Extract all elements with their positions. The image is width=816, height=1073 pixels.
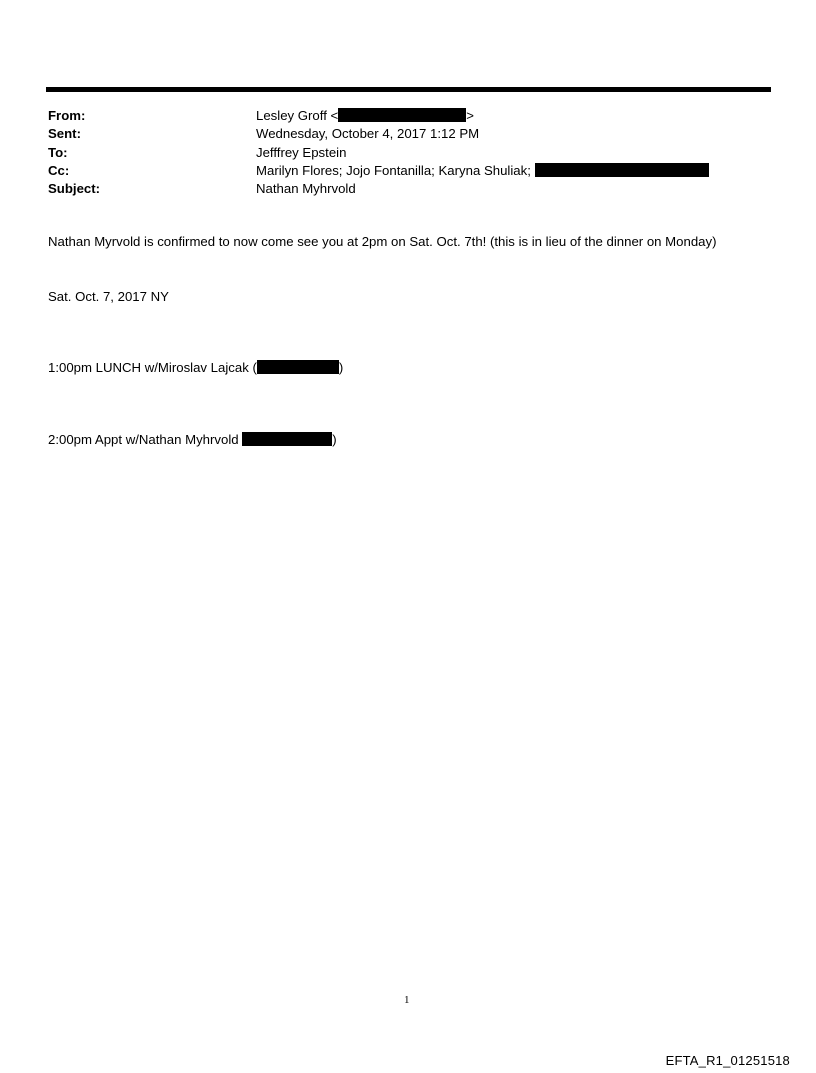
from-value xyxy=(256,107,474,125)
redaction-box xyxy=(338,108,466,122)
redaction-box xyxy=(242,432,332,446)
from-close: > xyxy=(466,108,474,123)
schedule-item-text: 2:00pm Appt w/Nathan Myhrvold xyxy=(48,432,239,447)
document-id: EFTA_R1_01251518 xyxy=(665,1053,790,1068)
schedule-item-close: ) xyxy=(338,360,344,375)
subject-row xyxy=(48,180,768,198)
schedule-item-text: 1:00pm LUNCH w/Miroslav Lajcak ( xyxy=(48,360,257,375)
from-row xyxy=(48,107,768,125)
sent-label: Sent: xyxy=(48,126,81,142)
from-name: Lesley Groff < xyxy=(256,108,339,123)
from-label: From: xyxy=(48,108,86,123)
header-rule xyxy=(46,87,771,92)
email-header xyxy=(48,107,768,198)
cc-row xyxy=(48,162,768,180)
cc-value xyxy=(256,162,709,180)
subject-label: Subject: xyxy=(48,181,101,197)
schedule-item-appt xyxy=(48,431,337,449)
schedule-item-lunch xyxy=(48,359,343,377)
to-label: To: xyxy=(48,144,68,160)
to-row xyxy=(48,144,768,162)
sent-row xyxy=(48,125,768,143)
date-line: Sat. Oct. 7, 2017 NY xyxy=(48,289,169,304)
schedule-item-close: ) xyxy=(332,432,337,447)
body-paragraph: Nathan Myrvold is confirmed to now come see you at 2pm on Sat. Oct. 7th! (this is in lieu of the dinner on Monday) xyxy=(48,234,717,249)
cc-names: Marilyn Flores; Jojo Fontanilla; Karyna Shuliak; xyxy=(256,162,531,178)
sent-value: Wednesday, October 4, 2017 1:12 PM xyxy=(256,126,480,142)
page-number: 1 xyxy=(404,994,410,1006)
cc-label: Cc: xyxy=(48,162,70,178)
redaction-box xyxy=(535,163,709,177)
to-value: Jefffrey Epstein xyxy=(256,144,347,160)
subject-value: Nathan Myhrvold xyxy=(256,181,356,197)
redaction-box xyxy=(257,360,339,374)
